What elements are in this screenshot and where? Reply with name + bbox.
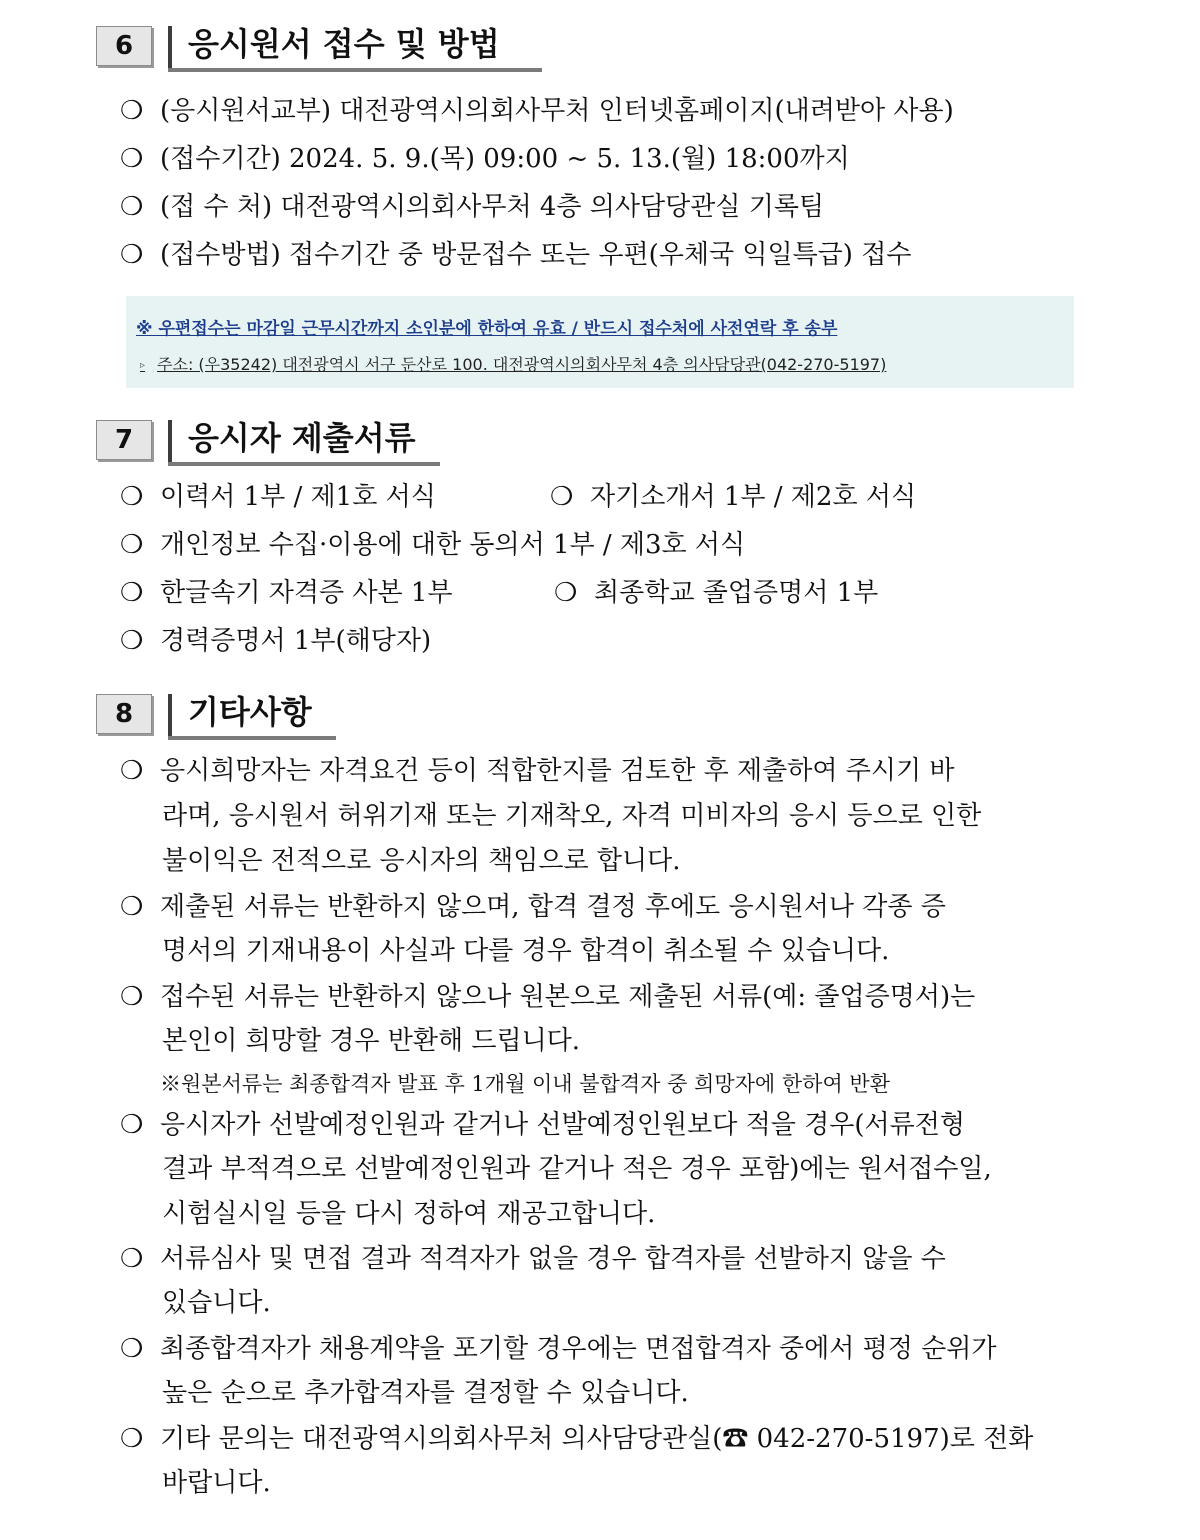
list-item-continuation: 불이익은 전적으로 응시자의 책임으로 합니다. [162,846,681,876]
list-item-continuation: 결과 부적격으로 선발예정인원과 같거나 적은 경우 포함)에는 원서접수일, [162,1154,992,1184]
bullet-icon: ❍ [120,1334,144,1364]
notice-address: ▹ 주소: (우35242) 대전광역시 서구 둔산로 100. 대전광역시의회사무처 4층 의사담당관(042-270-5197) [140,355,887,374]
list-item: ❍ 자기소개서 1부 / 제2호 서식 [550,474,916,520]
bullet-icon: ❍ [120,982,144,1012]
title-underline [168,736,336,740]
bullet-icon: ❍ [120,96,144,126]
bullet-icon: ❍ [120,756,144,786]
section-title: 응시원서 접수 및 방법 [188,25,500,63]
list-item: ❍ 최종합격자가 채용계약을 포기할 경우에는 면접합격자 중에서 평정 순위가 [120,1326,996,1372]
bullet-icon: ❍ [120,626,144,656]
section-number: 7 [96,420,152,460]
list-item: ❍ 응시자가 선발예정인원과 같거나 선발예정인원보다 적을 경우(서류전형 [120,1102,965,1148]
list-item: ❍ 응시희망자는 자격요건 등이 적합한지를 검토한 후 제출하여 주시기 바 [120,748,954,794]
list-item: ❍ 한글속기 자격증 사본 1부 [120,570,453,616]
notice-warning: ※ 우편접수는 마감일 근무시간까지 소인분에 한하여 유효 / 반드시 접수처에 사전연락 후 송부 [136,319,838,339]
list-item-continuation: 시험실시일 등을 다시 정하여 재공고합니다. [162,1199,656,1229]
list-item: ❍ 최종학교 졸업증명서 1부 [554,570,878,616]
list-item-continuation: 있습니다. [162,1288,271,1318]
original-docs-note: ※원본서류는 최종합격자 발표 후 1개월 이내 불합격자 중 희망자에 한하여 반환 [160,1072,890,1096]
list-item: ❍ 기타 문의는 대전광역시의회사무처 의사담당관실(☎ 042-270-5197)로 전화 [120,1416,1033,1462]
list-item: ❍ 접수된 서류는 반환하지 않으나 원본으로 제출된 서류(예: 졸업증명서)는 [120,974,975,1020]
section-number: 6 [96,26,152,66]
bullet-icon: ❍ [120,1244,144,1274]
bullet-icon: ❍ [550,482,574,512]
list-item: ❍ 서류심사 및 면접 결과 적격자가 없을 경우 합격자를 선발하지 않을 수 [120,1236,946,1282]
section-title: 응시자 제출서류 [188,419,416,457]
list-item-continuation: 본인이 희망할 경우 반환해 드립니다. [162,1026,581,1056]
title-underline [168,462,440,466]
list-item: ❍ (접수기간) 2024. 5. 9.(목) 09:00 ~ 5. 13.(월) 18:00까지 [120,136,850,182]
list-item: ❍ 경력증명서 1부(해당자) [120,618,431,664]
list-item: ❍ (접 수 처) 대전광역시의회사무처 4층 의사담당관실 기록팀 [120,184,824,230]
list-item-continuation: 높은 순으로 추가합격자를 결정할 수 있습니다. [162,1378,689,1408]
list-item-continuation: 명서의 기재내용이 사실과 다를 경우 합격이 취소될 수 있습니다. [162,936,890,966]
title-divider [168,420,172,462]
bullet-icon: ❍ [120,240,144,270]
notice-box [126,296,1074,388]
bullet-icon: ❍ [120,192,144,222]
bullet-icon: ❍ [120,482,144,512]
section-number: 8 [96,694,152,734]
bullet-icon: ❍ [120,578,144,608]
bullet-icon: ❍ [120,1110,144,1140]
bullet-icon: ❍ [120,144,144,174]
list-item: ❍ (접수방법) 접수기간 중 방문접수 또는 우편(우체국 익일특급) 접수 [120,232,911,278]
list-item: ❍ 이력서 1부 / 제1호 서식 [120,474,436,520]
triangle-icon: ▹ [140,360,146,371]
title-divider [168,26,172,68]
list-item-continuation: 바랍니다. [162,1468,271,1498]
section-title: 기타사항 [188,693,312,731]
bullet-icon: ❍ [554,578,578,608]
title-divider [168,694,172,736]
list-item: ❍ 개인정보 수집·이용에 대한 동의서 1부 / 제3호 서식 [120,522,745,568]
bullet-icon: ❍ [120,892,144,922]
list-item-continuation: 라며, 응시원서 허위기재 또는 기재착오, 자격 미비자의 응시 등으로 인한 [162,801,982,831]
list-item: ❍ 제출된 서류는 반환하지 않으며, 합격 결정 후에도 응시원서나 각종 증 [120,884,946,930]
title-underline [168,68,542,72]
bullet-icon: ❍ [120,530,144,560]
list-item: ❍ (응시원서교부) 대전광역시의회사무처 인터넷홈페이지(내려받아 사용) [120,88,954,134]
bullet-icon: ❍ [120,1424,144,1454]
